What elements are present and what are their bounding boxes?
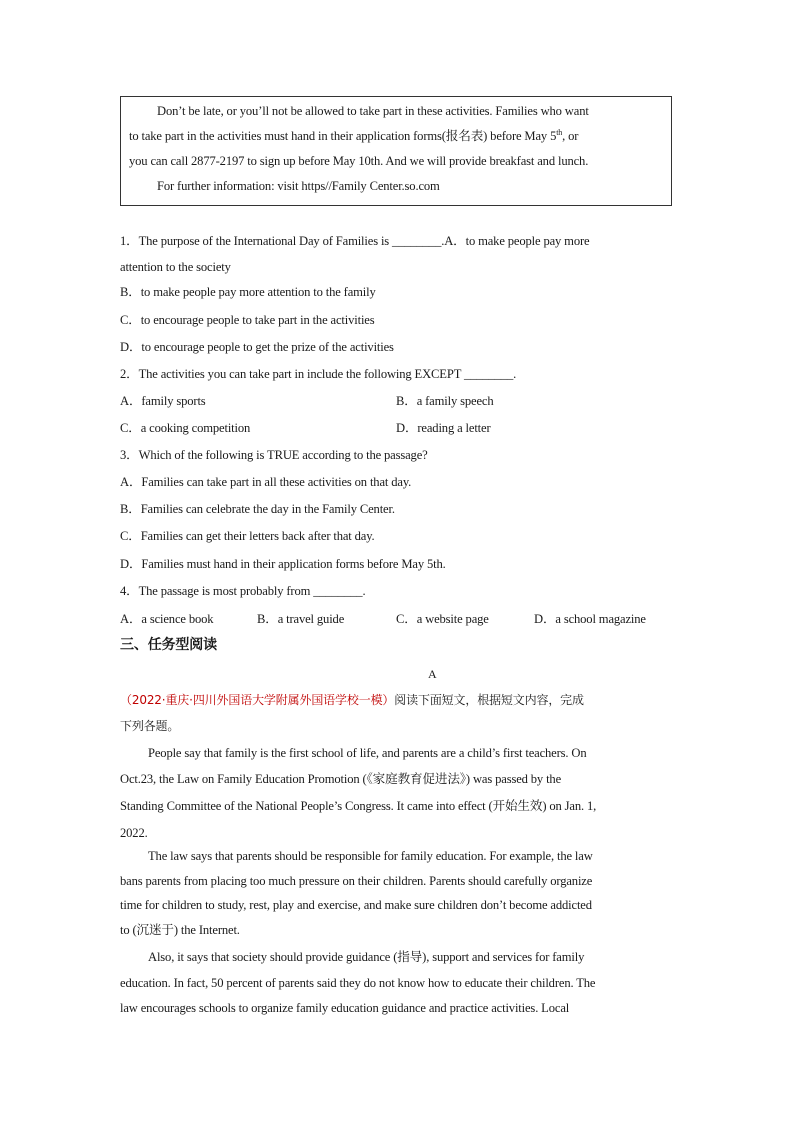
passage-line-3: Standing Committee of the National People’s Congress. It came into effect (开始生效) on Jan. 1, (120, 799, 597, 813)
q3-option-b: B．Families can celebrate the day in the Family Center. (120, 502, 395, 516)
notice-line-1: Don’t be late, or you’ll not be allowed to take part in these activities. Families who want (157, 104, 589, 118)
notice-line-2 (129, 128, 578, 144)
q4-option-a: A．a science book (120, 612, 214, 626)
q3-option-a: A．Families can take part in all these activities on that day. (120, 475, 412, 489)
notice-line-3: you can call 2877-2197 to sign up before May 10th. And we will provide breakfast and lunch. (129, 154, 589, 168)
passage-line-11: law encourages schools to organize family education guidance and practice activities. Local (120, 1001, 570, 1015)
q3-stem: 3．Which of the following is TRUE according to the passage? (120, 448, 428, 462)
q3-option-d: D．Families must hand in their application forms before May 5th. (120, 557, 446, 571)
passage-line-5: The law says that parents should be responsible for family education. For example, the law (148, 849, 593, 863)
q2-option-b: B．a family speech (396, 394, 494, 408)
q1-option-c: C．to encourage people to take part in the activities (120, 313, 375, 327)
notice-line-2-text: to take part in the activities must hand in their application forms(报名表) before May 5 (129, 129, 557, 143)
q4-option-c: C．a website page (396, 612, 489, 626)
passage-letter: A (428, 667, 437, 681)
section-title: 三、任务型阅读 (120, 637, 217, 653)
q2-option-d: D．reading a letter (396, 421, 491, 435)
q1-stem: 1．The purpose of the International Day of Families is ________.A．to make people pay more (120, 234, 590, 248)
q1-option-d: D．to encourage people to get the prize of the activities (120, 340, 394, 354)
passage-line-6: bans parents from placing too much pressure on their children. Parents should carefully organize (120, 874, 593, 888)
passage-line-2: Oct.23, the Law on Family Education Promotion (《家庭教育促进法》) was passed by the (120, 772, 562, 786)
passage-line-10: education. In fact, 50 percent of parents said they do not know how to educate their children. The (120, 976, 596, 990)
source-line (120, 692, 584, 708)
passage-line-9: Also, it says that society should provide guidance (指导), support and services for family (148, 950, 585, 964)
notice-box (120, 96, 672, 206)
q1-option-b: B．to make people pay more attention to the family (120, 285, 376, 299)
q2-option-c: C．a cooking competition (120, 421, 251, 435)
passage-line-4: 2022. (120, 826, 148, 840)
q2-stem: 2．The activities you can take part in include the following EXCEPT ________. (120, 367, 517, 381)
notice-superscript: th (556, 128, 563, 137)
q1-stem-cont: attention to the society (120, 260, 231, 274)
q4-option-b: B．a travel guide (257, 612, 345, 626)
q4-stem: 4．The passage is most probably from ________. (120, 584, 366, 598)
q4-option-d: D．a school magazine (534, 612, 646, 626)
source-instruction-cont: 下列各题。 (120, 719, 180, 733)
passage-line-8: to (沉迷于) the Internet. (120, 923, 240, 937)
passage-line-1: People say that family is the first school of life, and parents are a child’s first teachers. On (148, 746, 587, 760)
notice-further-info: For further information: visit https//Family Center.so.com (157, 179, 440, 193)
source-instruction: 阅读下面短文，根据短文内容，完成 (394, 693, 584, 707)
q2-option-a: A．family sports (120, 394, 206, 408)
passage-line-7: time for children to study, rest, play and exercise, and make sure children don’t become addicted (120, 898, 592, 912)
source-tag: （2022·重庆·四川外国语大学附属外国语学校一模） (120, 693, 395, 707)
q3-option-c: C．Families can get their letters back after that day. (120, 529, 375, 543)
notice-line-2-end: , or (562, 129, 579, 143)
